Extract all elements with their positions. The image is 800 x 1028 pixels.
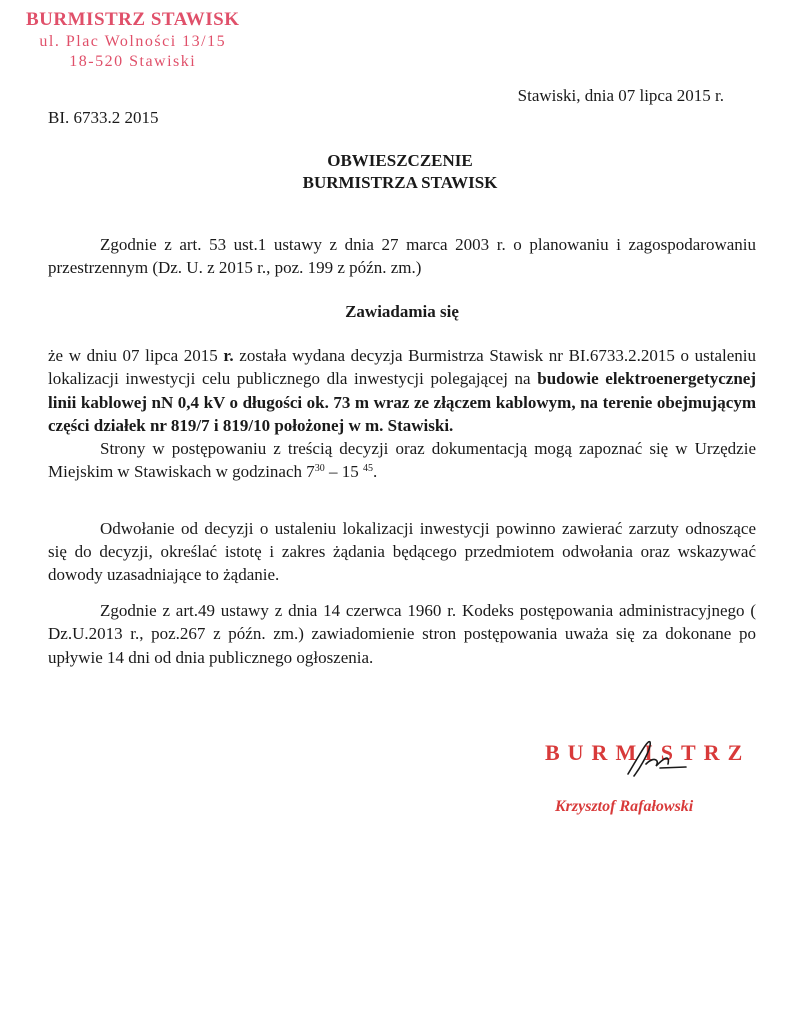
office-stamp — [26, 8, 240, 72]
heading-line-2: BURMISTRZA STAWISK — [302, 173, 498, 193]
hours-to-minutes: 45 — [363, 462, 374, 474]
stamp-city: 18-520 Stawiski — [69, 52, 197, 70]
signature-title: BURMISTRZ — [545, 740, 751, 765]
appeal-paragraph: Odwołanie od decyzji o ustaleniu lokalizacji inwestycji powinno zawierać zarzuty odnoszące się do decyzji, określać istotę i zakres żądania będącego przedmiotem odwołania oraz wskazywać dowody uzasadniające to żądanie. — [48, 518, 756, 585]
decision-bold-r: r. — [223, 346, 234, 366]
decision-text-2: została wydana decyzja Burmistrza Stawisk nr BI.6733.2.2015 o ustaleniu lokalizacji inwestycji celu publicznego dla inwestycji polegającej na — [48, 346, 756, 389]
kpa-paragraph: Zgodnie z art.49 ustawy z dnia 14 czerwca 1960 r. Kodeks postępowania administracyjnego ( Dz.U.2013 r., poz.267 z późn. zm.) zawiadomienie stron postępowania uważa się za dokonane po upływie 14 dni od dnia publicznego ogłoszenia. — [48, 601, 756, 667]
stamp-title: BURMISTRZ STAWISK — [26, 9, 240, 30]
hours-from-minutes: 30 — [314, 462, 325, 474]
document-body — [48, 233, 756, 669]
handwritten-signature — [620, 734, 690, 784]
decision-paragraph — [48, 344, 756, 436]
reference-number: BI. 6733.2 2015 — [48, 108, 159, 127]
stamp-street: ul. Plac Wolności 13/15 — [39, 32, 227, 50]
hours-dash: – 15 — [324, 461, 364, 481]
place-date: Stawiski, dnia 07 lipca 2015 r. — [517, 86, 724, 105]
document-heading — [0, 150, 800, 194]
heading-line-1: OBWIESZCZENIE — [327, 151, 473, 170]
notify-title: Zawiadamia się — [345, 302, 459, 322]
decision-bold-text: budowie elektroenergetycznej linii kablowej nN 0,4 kV o długości ok. 73 m wraz ze złączem kablowym, na terenie obejmującym części działek nr 819/7 i 819/10 położonej w m. Stawiski. — [48, 369, 756, 435]
decision-text-1: że w dniu 07 lipca 2015 — [48, 346, 224, 366]
hours-end: . — [373, 461, 378, 481]
hours-paragraph — [48, 437, 756, 483]
hours-text: Strony w postępowaniu z treścią decyzji oraz dokumentacją mogą zapoznać się w Urzędzie Miejskim w Stawiskach w godzinach 7 — [48, 438, 756, 481]
intro-paragraph: Zgodnie z art. 53 ust.1 ustawy z dnia 27 marca 2003 r. o planowaniu i zagospodarowaniu przestrzennym (Dz. U. z 2015 r., poz. 199 z późn. zm.) — [48, 235, 756, 278]
signature-name: Krzysztof Rafałowski — [555, 798, 694, 815]
